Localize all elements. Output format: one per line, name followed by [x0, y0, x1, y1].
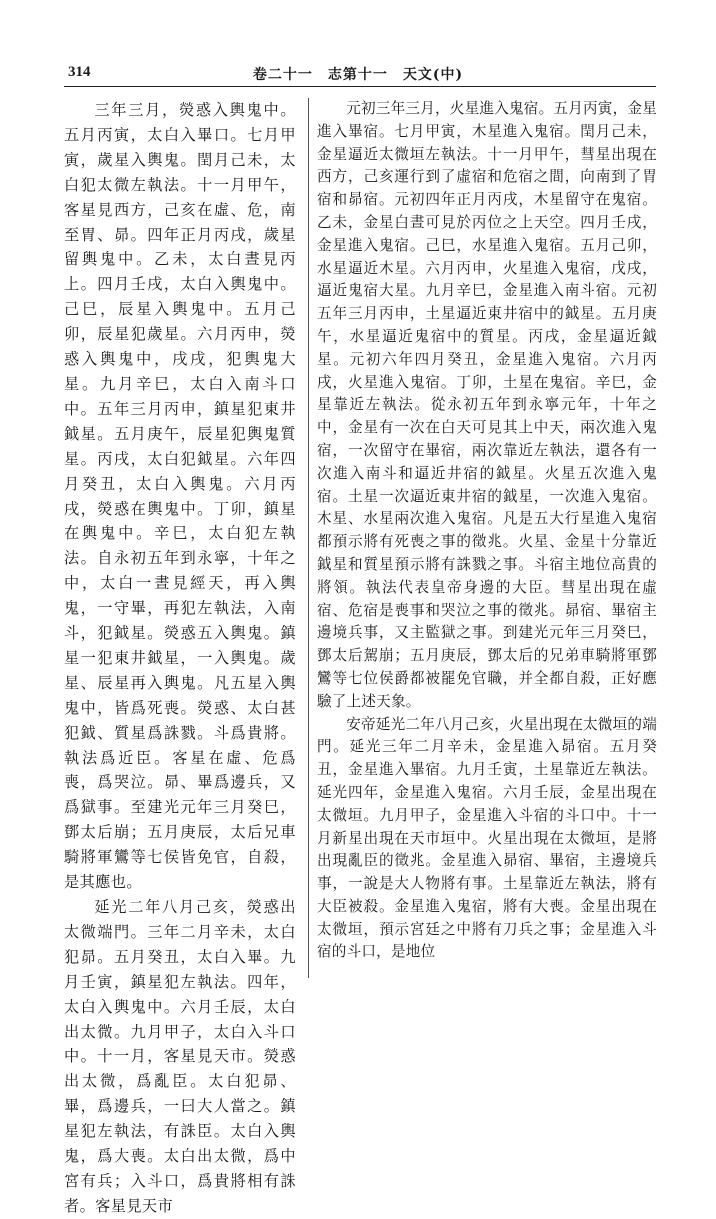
classical-text-column [64, 98, 296, 1219]
header-rule [64, 86, 656, 87]
translation-paragraph: 安帝延光二年八月己亥，火星出現在太微垣的端門。延光三年二月辛未，金星進入昴宿。五月癸丑，金星進入畢宿。九月壬寅，土星靠近左執法。延光四年，金星進入鬼宿。六月壬辰，金星出現在太微垣。九月甲子，金星進入斗宿的斗口中。十一月新星出現在天市垣中。火星出現在太微垣，是將出現亂臣的徵兆。金星進入昴宿、畢宿，主邊境兵事，一說是大人物將有事。土星靠近左執法，將有大臣被殺。金星進入鬼宿，將有大喪。金星出現在太微垣，預示宮廷之中將有刀兵之事；金星進入斗宿的斗口，是地位 [317, 715, 657, 961]
running-head: 卷二十一 志第十一 天文(中) [252, 67, 464, 83]
classical-paragraph: 三年三月，熒惑入輿鬼中。五月丙寅，太白入畢口。七月甲寅，歲星入輿鬼。閏月己未，太白犯太微左執法。十一月甲午，客星見西方，己亥在虛、危，南至胃、昴。四年正月丙戌，歲星留輿鬼中。乙未，太白晝見丙上。四月壬戌，太白入輿鬼中。己巳，辰星入輿鬼中。五月己卯，辰星犯歲星。六月丙申，熒惑入輿鬼中，戌戌，犯輿鬼大星。九月辛巳，太白入南斗口中。五年三月丙申，鎮星犯東井鉞星。五月庚午，辰星犯輿鬼質星。丙戌，太白犯鉞星。六年四月癸丑，太白入輿鬼。六月丙戌，熒惑在輿鬼中。丁卯，鎮星在輿鬼中。辛巳，太白犯左執法。自永初五年到永寧，十年之中，太白一晝見經天，再入輿鬼，一守畢，再犯左執法，入南斗，犯鉞星。熒惑五入輿鬼。鎮星一犯東井鉞星，一入輿鬼。歲星、辰星再入輿鬼。凡五星入輿鬼中，皆爲死喪。熒惑、太白甚犯鉞、質星爲誅戮。斗爲貴將。執法爲近臣。客星在虛、危爲喪，爲哭泣。昴、畢爲邊兵，又爲獄事。至建光元年三月癸巳，鄧太后崩；五月庚辰，太后兄車騎將軍鸞等七侯皆免官，自殺，是其應也。 [64, 101, 296, 892]
classical-paragraph: 延光二年八月己亥，熒惑出太微端門。三年二月辛未，太白犯昴。五月癸丑，太白入畢。九月壬寅，鎮星犯左執法。四年，太白入輿鬼中。六月壬辰，太白出太微。九月甲子，太白入斗口中。十一月，客星見天市。熒惑出太微，爲亂臣。太白犯昴、畢，爲邊兵，一曰大人當之。鎮星犯左執法，有誅臣。太白入輿鬼，爲大喪。太白出太微，爲中宮有兵；入斗口，爲貴將相有誅者。客星見天市 [64, 898, 296, 1215]
translation-text-column [317, 98, 657, 964]
column-divider [308, 98, 309, 978]
translation-paragraph: 元初三年三月，火星進入鬼宿。五月丙寅，金星進入畢宿。七月甲寅，木星進入鬼宿。閏月己未，金星逼近太微垣左執法。十一月甲午，彗星出現在西方，己亥運行到了虛宿和危宿之間，向南到了胃宿和昴宿。元初四年正月丙戌，木星留守在鬼宿。乙未，金星白晝可見於丙位之上天空。四月壬戌，金星進入鬼宿。己巳，水星進入鬼宿。五月己卯，水星逼近木星。六月丙申，火星進入鬼宿，戊戌，逼近鬼宿大星。九月辛巳，金星進入南斗宿。元初五年三月丙申，土星逼近東井宿中的鉞星。五月庚午，水星逼近鬼宿中的質星。丙戌，金星逼近鉞星。元初六年四月癸丑，金星進入鬼宿。六月丙戌，火星進入鬼宿。丁卯，土星在鬼宿。辛巳，金星靠近左執法。從永初五年到永寧元年，十年之中，金星有一次在白天可見其上中天，兩次進入鬼宿，一次留守在畢宿，兩次靠近左執法，還各有一次進入南斗和逼近井宿的鉞星。火星五次進入鬼宿。土星一次逼近東井宿的鉞星，一次進入鬼宿。木星、水星兩次進入鬼宿。凡是五大行星進入鬼宿都預示將有死喪之事的徵兆。火星、金星十分靠近鉞星和質星預示將有誅戮之事。斗宿主地位高貴的將領。執法代表皇帝身邊的大臣。彗星出現在虛宿、危宿是喪事和哭泣之事的徵兆。昴宿、畢宿主邊境兵事，又主監獄之事。到建光元年三月癸巳，鄧太后駕崩；五月庚辰，鄧太后的兄弟車騎將軍鄧鸞等七位侯爵都被罷免官職，并全都自殺，正好應驗了上述天象。 [317, 100, 657, 710]
page-number: 314 [68, 64, 91, 80]
